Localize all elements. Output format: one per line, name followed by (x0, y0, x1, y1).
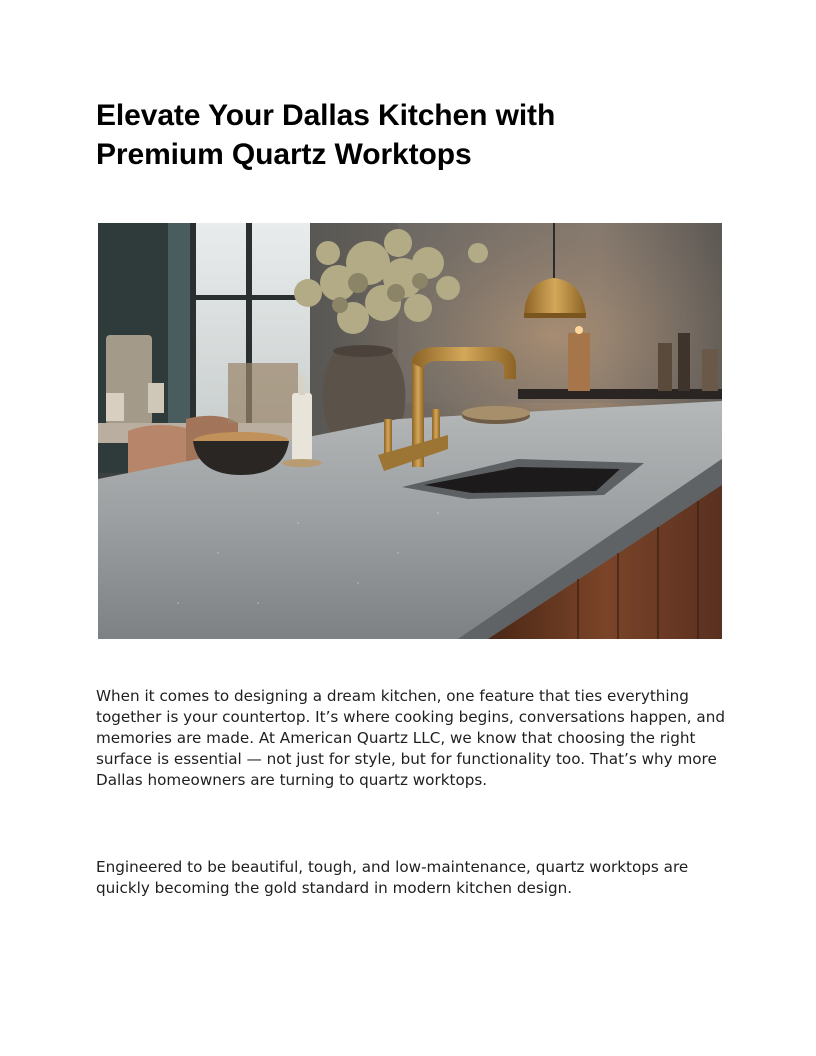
page-title (96, 96, 736, 174)
page-title-line-1: Elevate Your Dallas Kitchen with (96, 99, 556, 132)
page-title-line-2: Premium Quartz Worktops (96, 138, 472, 171)
quartz-benefits-paragraph: Engineered to be beautiful, tough, and low-maintenance, quartz worktops are quickly becoming the gold standard in modern kitchen design. (96, 858, 689, 897)
intro-paragraph: When it comes to designing a dream kitchen, one feature that ties everything together is your countertop. It’s where cooking begins, conversations happen, and memories are made. At American Quartz LLC, we know that choosing the right surface is essential — not just for style, but for functionality too. That’s why more Dallas homeowners are turning to quartz worktops. (96, 687, 726, 789)
hero-kitchen-image (98, 223, 722, 639)
